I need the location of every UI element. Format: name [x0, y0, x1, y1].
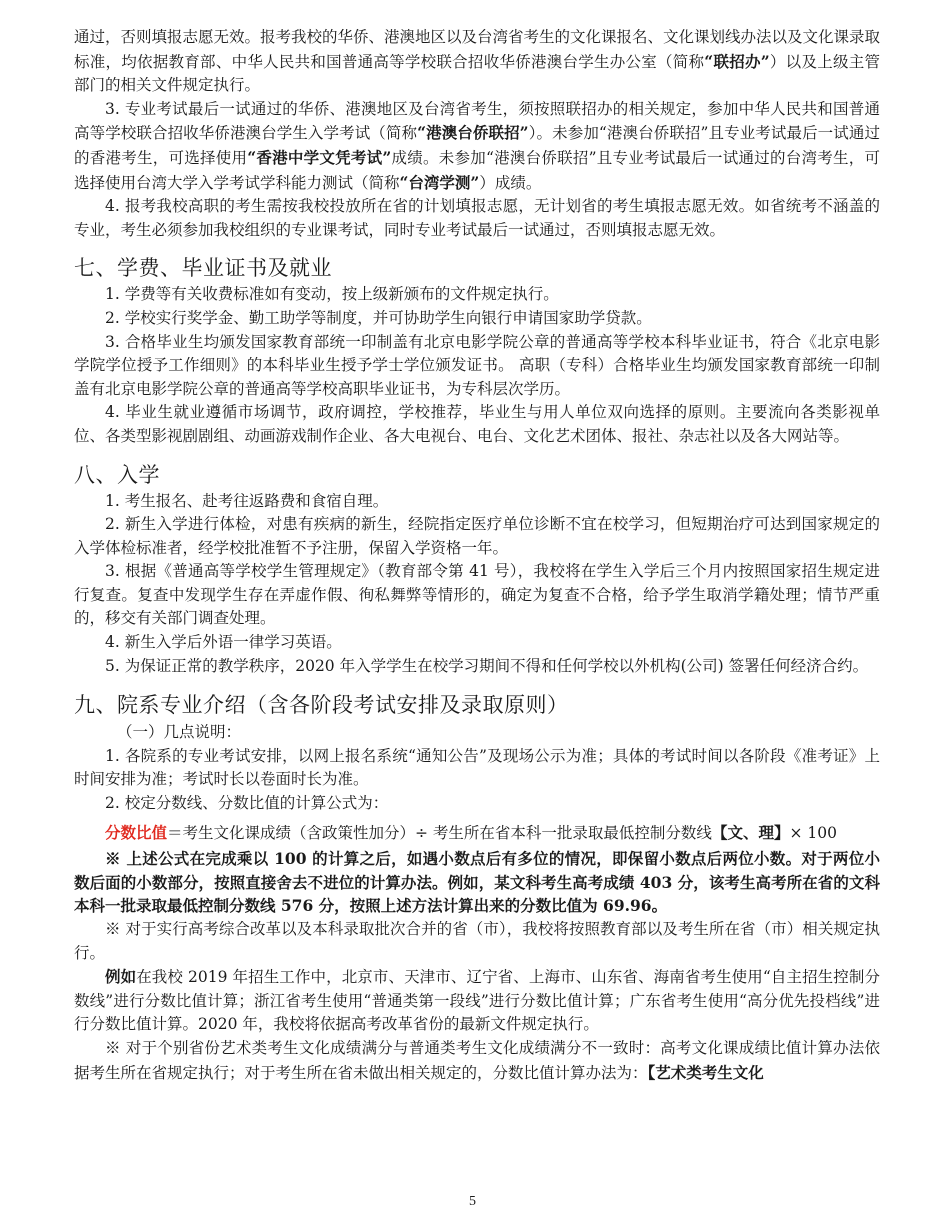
- sec6-item-3: 3. 专业考试最后一试通过的华侨、港澳地区及台湾省考生，须按照联招办的相关规定，参加中华人民共和国普通高等学校联合招收华侨港澳台学生入学考试（简称“港澳台侨联招”）。未参加“港澳台侨联招”且专业考试最后一试通过的香港考生，可选择使用“香港中学文凭考试”成绩。未参加“港澳台侨联招”且专业考试最后一试通过的台湾考生，可选择使用台湾大学入学考试学科能力测试（简称“台湾学测”）成绩。: [74, 99, 880, 192]
- section-7-title: 七、学费、毕业证书及就业: [74, 256, 332, 281]
- sec7-item-2: 2. 学校实行奖学金、勤工助学等制度，并可协助学生向银行申请国家助学贷款。: [105, 308, 652, 327]
- sec9-item-1: 1. 各院系的专业考试安排，以网上报名系统“通知公告”及现场公示为准；具体的考试时间以各阶段《准考证》上时间安排为准；考试时长以卷面时长为准。: [74, 746, 880, 789]
- note-example: 例如在我校 2019 年招生工作中，北京市、天津市、辽宁省、上海市、山东省、海南省考生使用“自主招生控制分数线”进行分数比值计算；浙江省考生使用“普通类第一段线”进行分数比值计算；广东省考生使用“高分优先投档线”进行分数比值计算。2020 年，我校将依据高考改革省份的最新文件规定执行。: [74, 967, 880, 1034]
- sec7-item-1: 1. 学费等有关收费标准如有变动，按上级新颁布的文件规定执行。: [105, 285, 559, 304]
- sec8-item-3: 3. 根据《普通高等学校学生管理规定》（教育部令第 41 号），我校将在学生入学后三个月内按照国家招生规定进行复查。复查中发现学生存在弄虚作假、徇私舞弊等情形的，确定为复查不合格，给予学生取消学籍处理；情节严重的，移交有关部门调查处理。: [74, 562, 880, 628]
- document-page: [74, 26, 880, 1085]
- sec8-item-1: 1. 考生报名、赴考往返路费和食宿自理。: [105, 491, 389, 510]
- note-art-students: ※ 对于个别省份艺术类考生文化成绩满分与普通类考生文化成绩满分不一致时：高考文化课成绩比值计算办法依据考生所在省规定执行；对于考生所在省未做出相关规定的，分数比值计算办法为：【艺术类考生文化: [74, 1038, 880, 1082]
- lianzhaoban-abbr: “联招办”: [704, 51, 770, 71]
- sec7-item-4: 4. 毕业生就业遵循市场调节，政府调控，学校推荐，毕业生与用人单位双向选择的原则。主要流向各类影视单位、各类型影视剧剧组、动画游戏制作企业、各大电视台、电台、文化艺术团体、报社、杂志社以及各大网站等。: [74, 403, 880, 445]
- formula-term-highlight: 分数比值: [105, 822, 168, 842]
- sec7-item-3: 3. 合格毕业生均颁发国家教育部统一印制盖有北京电影学院公章的普通高等学校本科毕业证书，符合《北京电影学院学位授予工作细则》的本科毕业生授予学士学位颁发证书。 高职（专科）合格毕业生均颁发国家教育部统一印制盖有北京电影学院公章的普通高等学校高职毕业证书，为专科层次学历。: [74, 332, 880, 398]
- sec9-subheading: （一）几点说明：: [117, 723, 242, 742]
- page-number: 5: [469, 1194, 476, 1209]
- note-rounding: ※ 上述公式在完成乘以 100 的计算之后，如遇小数点后有多位的情况，即保留小数点后两位小数。对于两位小数后面的小数部分，按照直接舍去不进位的计算办法。例如，某文科考生高考成绩 403 分，该考生高考所在省的文科本科一批录取最低控制分数线 576 分，按照上述方法计算出来的分数比值为 69.96。: [74, 849, 880, 916]
- sec9-item-2: 2. 校定分数线、分数比值的计算公式为：: [105, 794, 389, 813]
- note-reform-provinces: ※ 对于实行高考综合改革以及本科录取批次合并的省（市），我校将按照教育部以及考生所在省（市）相关规定执行。: [74, 920, 880, 962]
- sec6-item-4: 4. 报考我校高职的考生需按我校投放所在省的计划填报志愿，无计划省的考生填报志愿无效。如省统考不涵盖的专业，考生必须参加我校组织的专业课考试，同时专业考试最后一试通过，否则填报志愿无效。: [74, 197, 880, 239]
- sec8-item-2: 2. 新生入学进行体检，对患有疾病的新生，经院指定医疗单位诊断不宜在校学习，但短期治疗可达到国家规定的入学体检标准者，经学校批准暂不予注册，保留入学资格一年。: [74, 515, 880, 557]
- sec8-item-4: 4. 新生入学后外语一律学习英语。: [105, 633, 342, 652]
- section-9-title: 九、院系专业介绍（含各阶段考试安排及录取原则）: [74, 693, 569, 718]
- score-ratio-formula: 分数比值＝考生文化课成绩（含政策性加分）÷ 考生所在省本科一批录取最低控制分数线【文、理】× 100: [105, 822, 837, 842]
- sec8-item-5: 5. 为保证正常的教学秩序，2020 年入学学生在校学习期间不得和任何学校以外机构(公司) 签署任何经济合约。: [105, 656, 869, 675]
- sec6-continuation: 通过，否则填报志愿无效。报考我校的华侨、港澳地区以及台湾省考生的文化课报名、文化课划线办法以及文化课录取标准，均依据教育部、中华人民共和国普通高等学校联合招收华侨港澳台学生办公室（简称“联招办”）以及上级主管部门的相关文件规定执行。: [74, 28, 881, 95]
- section-8-title: 八、入学: [74, 462, 160, 487]
